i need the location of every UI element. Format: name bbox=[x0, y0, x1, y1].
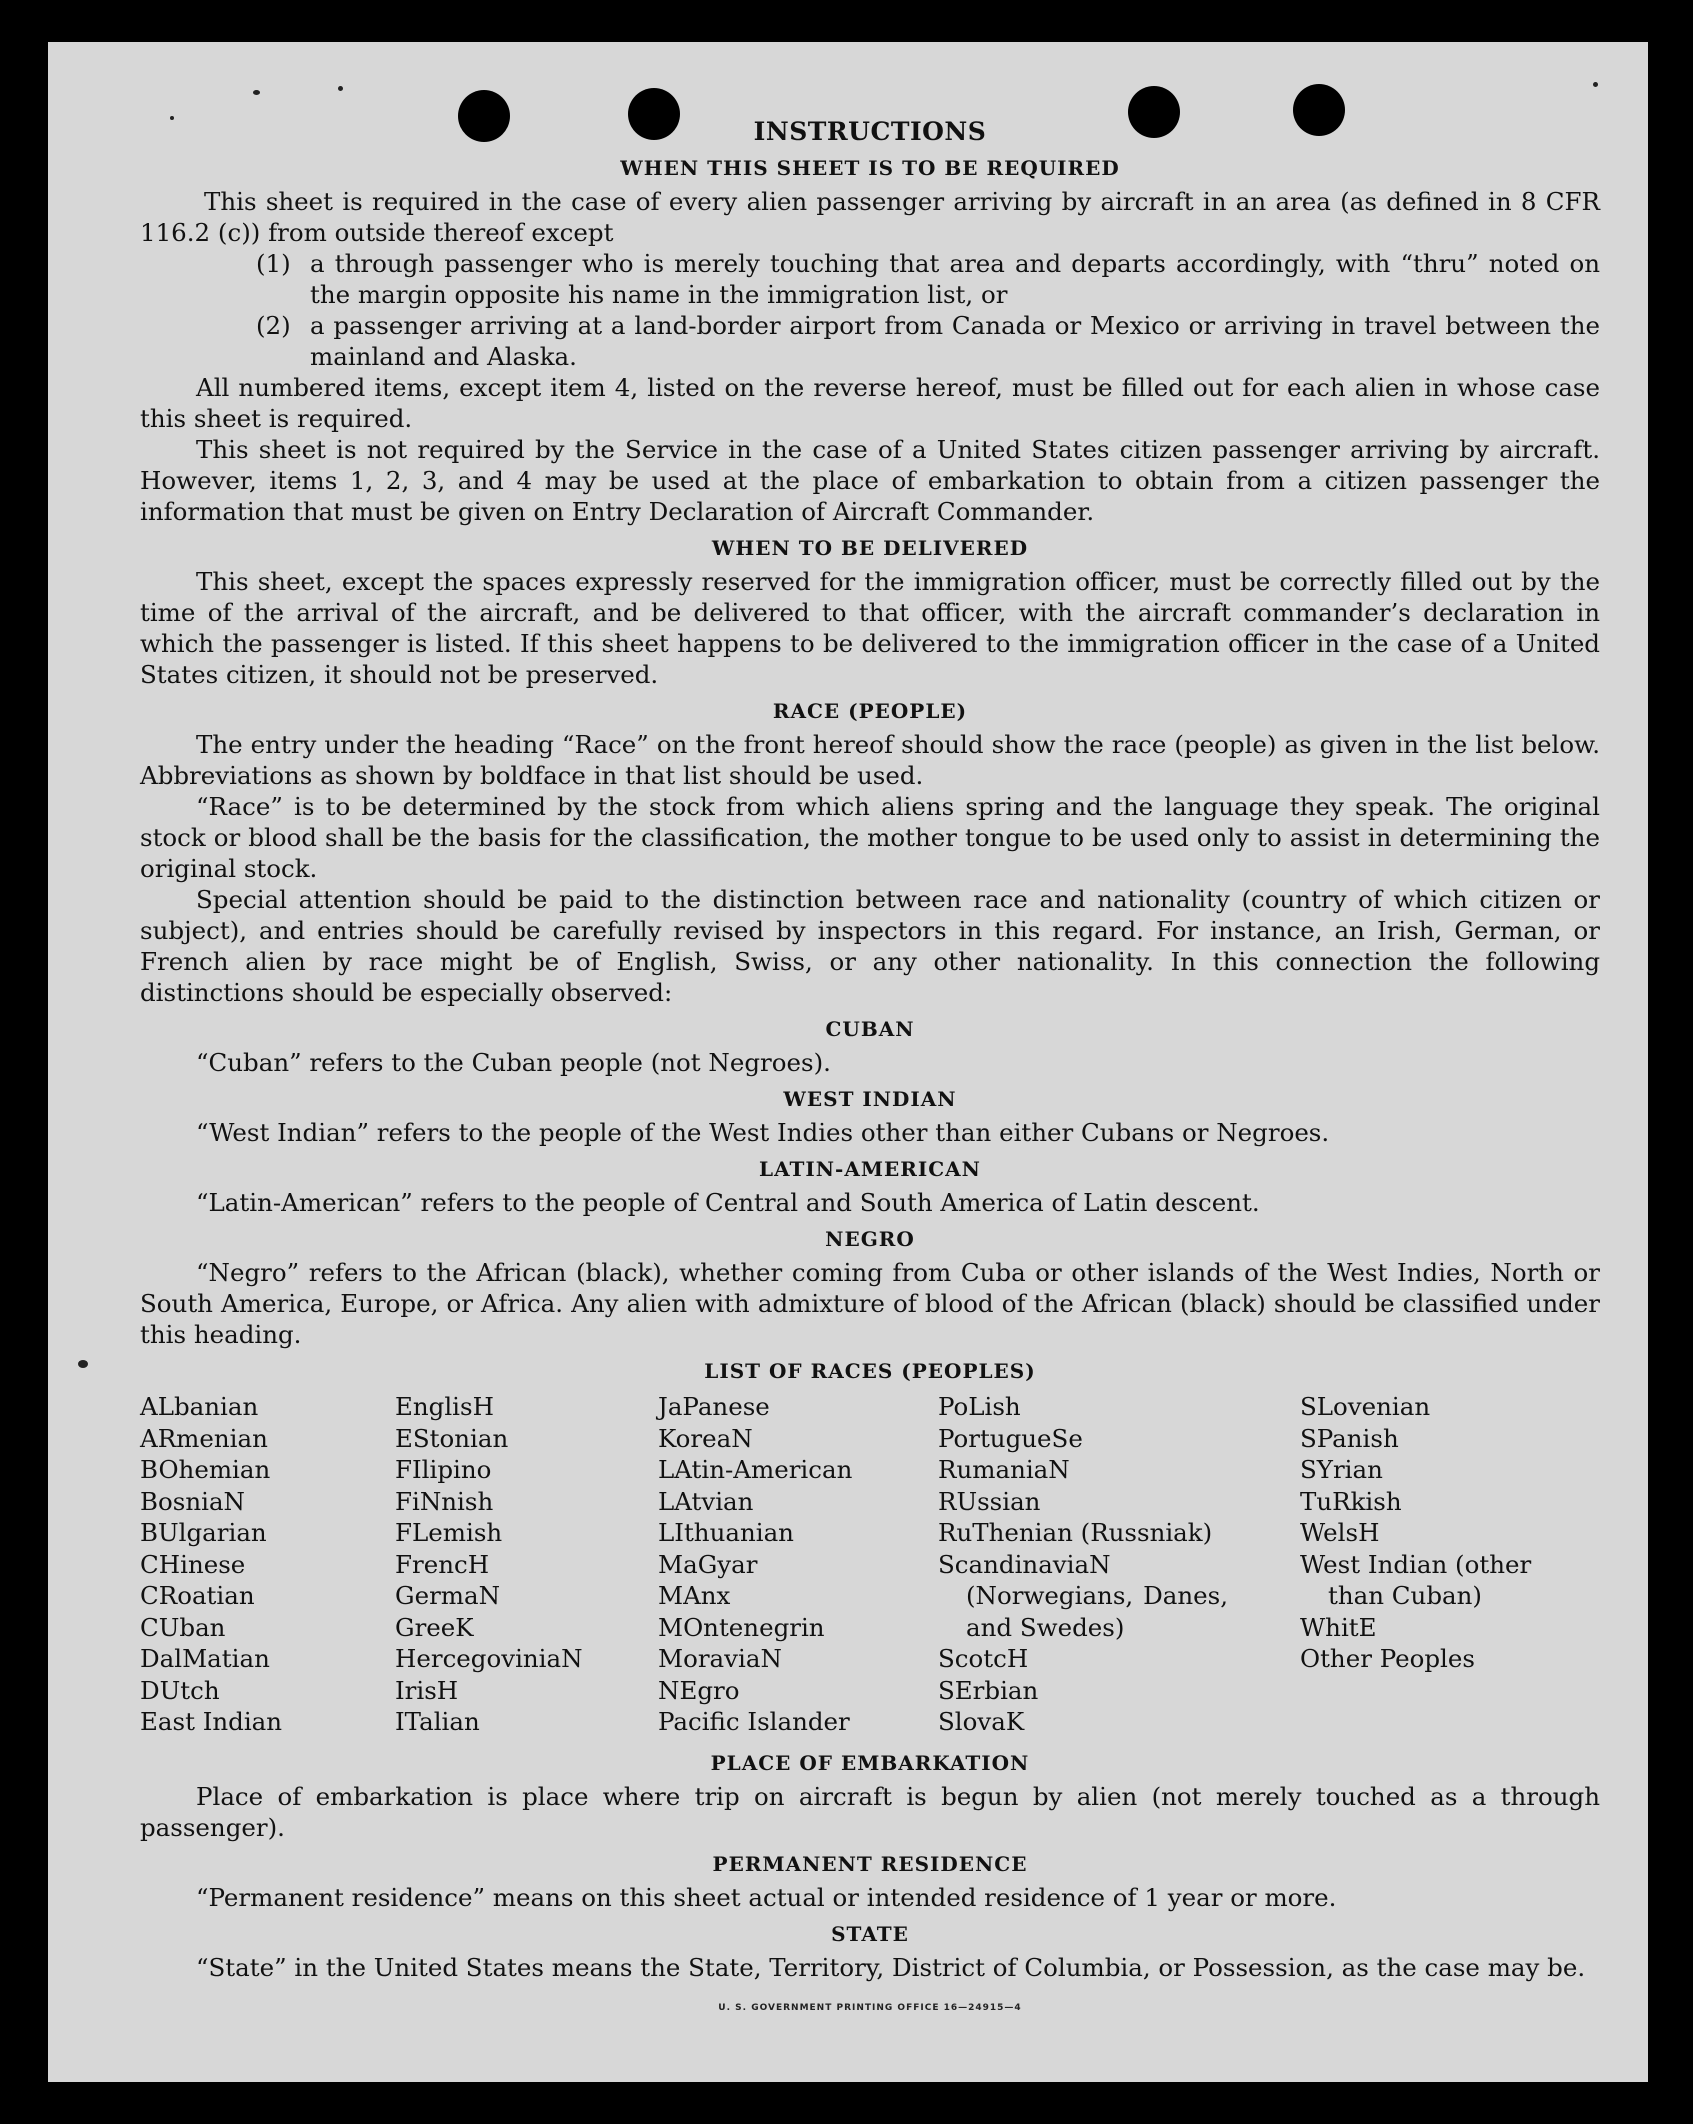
list-item: MaGyar bbox=[658, 1549, 758, 1579]
speck bbox=[338, 86, 343, 91]
list-item: ScotcH bbox=[938, 1644, 1029, 1673]
list-item: WelsH bbox=[1300, 1518, 1380, 1547]
list-item: RumaniaN bbox=[938, 1455, 1070, 1484]
races-list bbox=[140, 1391, 1600, 1738]
list-item: DalMatian bbox=[140, 1644, 270, 1673]
paragraph: “Race” is to be determined by the stock from which aliens spring and the language they speak. The original stock or blood shall be the basis for the classification, the mother tongue to be used only to assist in determining the original stock. bbox=[140, 792, 1600, 883]
speck bbox=[1593, 82, 1598, 87]
list-item: (1) a through passenger who is merely touching that area and departs accordingly, with “thru” noted on the margin opposite his name in the immigration list, or bbox=[256, 249, 1600, 309]
list-item: HercegoviniaN bbox=[395, 1644, 583, 1673]
paragraph: This sheet is required in the case of every alien passenger arriving by aircraft in an area (as defined in 8 CFR 116.2 (c)) from outside thereof except bbox=[140, 187, 1600, 247]
section-heading-cuban: CUBAN bbox=[825, 1017, 915, 1041]
list-item: CRoatian bbox=[140, 1581, 255, 1610]
list-item: SYrian bbox=[1300, 1455, 1383, 1484]
list-item: West Indian (other than Cuban) bbox=[1300, 1549, 1532, 1610]
list-item: KoreaN bbox=[658, 1423, 753, 1453]
list-item: SErbian bbox=[938, 1675, 1039, 1705]
races-column bbox=[938, 1391, 1300, 1738]
page-title: INSTRUCTIONS bbox=[753, 117, 987, 146]
list-item: Pacific Islander bbox=[658, 1707, 850, 1736]
list-item: PortugueSe bbox=[938, 1423, 1083, 1453]
printer-imprint: U. S. GOVERNMENT PRINTING OFFICE 16—24915—4 bbox=[718, 2002, 1022, 2013]
paragraph: “Negro” refers to the African (black), whether coming from Cuba or other islands of the West Indies, North or South America, Europe, or Africa. Any alien with admixture of blood of the African (black) should be classified under this heading. bbox=[140, 1258, 1600, 1349]
list-item: MoraviaN bbox=[658, 1644, 782, 1673]
list-item: SLovenian bbox=[1300, 1392, 1431, 1421]
list-item: SlovaK bbox=[938, 1707, 1025, 1736]
list-item: BOhemian bbox=[140, 1455, 271, 1484]
list-item: SPanish bbox=[1300, 1423, 1399, 1453]
list-item: EnglisH bbox=[395, 1392, 494, 1421]
list-item: PoLish bbox=[938, 1392, 1021, 1421]
races-column bbox=[1300, 1391, 1560, 1738]
list-item: CHinese bbox=[140, 1549, 246, 1579]
list-item: RuThenian (Russniak) bbox=[938, 1518, 1213, 1547]
list-item: RUssian bbox=[938, 1486, 1041, 1516]
list-item: ITalian bbox=[395, 1707, 480, 1736]
list-item: East Indian bbox=[140, 1707, 283, 1736]
list-item: EStonian bbox=[395, 1423, 509, 1453]
list-item: NEgro bbox=[658, 1675, 740, 1705]
section-heading-list-of-races: LIST OF RACES (PEOPLES) bbox=[704, 1359, 1036, 1383]
section-heading-embarkation: PLACE OF EMBARKATION bbox=[710, 1750, 1030, 1775]
list-item: LAtin-American bbox=[658, 1455, 853, 1484]
list-item: LIthuanian bbox=[658, 1518, 794, 1547]
list-item: ScandinaviaN (Norwegians, Danes, and Swedes) bbox=[938, 1549, 1228, 1642]
list-item: BUlgarian bbox=[140, 1518, 267, 1547]
section-heading-negro: NEGRO bbox=[825, 1227, 915, 1251]
paragraph: “West Indian” refers to the people of the West Indies other than either Cubans or Negroes. bbox=[196, 1118, 1330, 1147]
speck bbox=[78, 1360, 88, 1368]
list-item: FLemish bbox=[395, 1518, 503, 1547]
races-column bbox=[658, 1391, 938, 1738]
list-item: GreeK bbox=[395, 1612, 474, 1642]
list-item: FIlipino bbox=[395, 1455, 492, 1484]
list-item: BosniaN bbox=[140, 1486, 245, 1516]
paragraph: All numbered items, except item 4, listed on the reverse hereof, must be filled out for each alien in whose case this sheet is required. bbox=[140, 373, 1600, 433]
list-item: JaPanese bbox=[658, 1392, 770, 1421]
paragraph: “State” in the United States means the State, Territory, District of Columbia, or Possession, as the case may be. bbox=[196, 1952, 1586, 1982]
list-item: FrencH bbox=[395, 1549, 490, 1579]
section-heading-race: RACE (PEOPLE) bbox=[772, 699, 968, 723]
section-heading-west-indian: WEST INDIAN bbox=[783, 1087, 957, 1111]
section-heading-latin-american: LATIN-AMERICAN bbox=[759, 1157, 981, 1181]
paragraph: Place of embarkation is place where trip on aircraft is begun by alien (not merely touched as a through passenger). bbox=[140, 1781, 1600, 1842]
paragraph: “Latin-American” refers to the people of Central and South America of Latin descent. bbox=[196, 1188, 1260, 1217]
section-heading-when-delivered: WHEN TO BE DELIVERED bbox=[711, 536, 1029, 560]
paragraph: “Cuban” refers to the Cuban people (not Negroes). bbox=[196, 1048, 831, 1077]
list-item: Other Peoples bbox=[1300, 1644, 1475, 1673]
list-item: CUban bbox=[140, 1612, 226, 1642]
list-item: ARmenian bbox=[140, 1423, 268, 1453]
list-item: MOntenegrin bbox=[658, 1612, 825, 1642]
list-item: IrisH bbox=[395, 1675, 459, 1705]
list-item: WhitE bbox=[1300, 1612, 1377, 1642]
list-item: LAtvian bbox=[658, 1486, 754, 1516]
list-item: TuRkish bbox=[1300, 1486, 1402, 1516]
races-column bbox=[140, 1391, 395, 1738]
list-item: FiNnish bbox=[395, 1486, 494, 1516]
paragraph: This sheet is not required by the Service in the case of a United States citizen passenger arriving by aircraft. However, items 1, 2, 3, and 4 may be used at the place of embarkation to obtain from a citizen passenger the information that must be given on Entry Declaration of Aircraft Commander. bbox=[140, 435, 1600, 526]
paragraph: This sheet, except the spaces expressly reserved for the immigration officer, must be correctly filled out by the time of the arrival of the aircraft, and be delivered to that officer, with the aircraft commander’s declaration in which the passenger is listed. If this sheet happens to be delivered to the immigration officer in the case of a United States citizen, it should not be preserved. bbox=[140, 567, 1600, 689]
speck bbox=[253, 90, 260, 95]
document-sheet bbox=[48, 42, 1648, 2082]
list-item: GermaN bbox=[395, 1581, 501, 1610]
section-heading-state: STATE bbox=[831, 1921, 909, 1946]
section-heading-when-required: WHEN THIS SHEET IS TO BE REQUIRED bbox=[620, 156, 1120, 180]
races-column bbox=[395, 1391, 658, 1738]
section-heading-residence: PERMANENT RESIDENCE bbox=[712, 1851, 1028, 1876]
list-item: ALbanian bbox=[140, 1392, 259, 1421]
list-item: MAnx bbox=[658, 1581, 731, 1610]
paragraph: Special attention should be paid to the distinction between race and nationality (country of which citizen or subject), and entries should be carefully revised by inspectors in this regard. For instance, an Irish, German, or French alien by race might be of English, Swiss, or any other nationality. In this connection the following distinctions should be especially observed: bbox=[140, 885, 1600, 1007]
paragraph: “Permanent residence” means on this sheet actual or intended residence of 1 year or more. bbox=[196, 1882, 1337, 1912]
paragraph: The entry under the heading “Race” on the front hereof should show the race (people) as given in the list below. Abbreviations as shown by boldface in that list should be used. bbox=[140, 730, 1600, 790]
list-item: DUtch bbox=[140, 1675, 220, 1705]
list-item: (2) a passenger arriving at a land-border airport from Canada or Mexico or arriving in travel between the mainland and Alaska. bbox=[256, 311, 1600, 371]
